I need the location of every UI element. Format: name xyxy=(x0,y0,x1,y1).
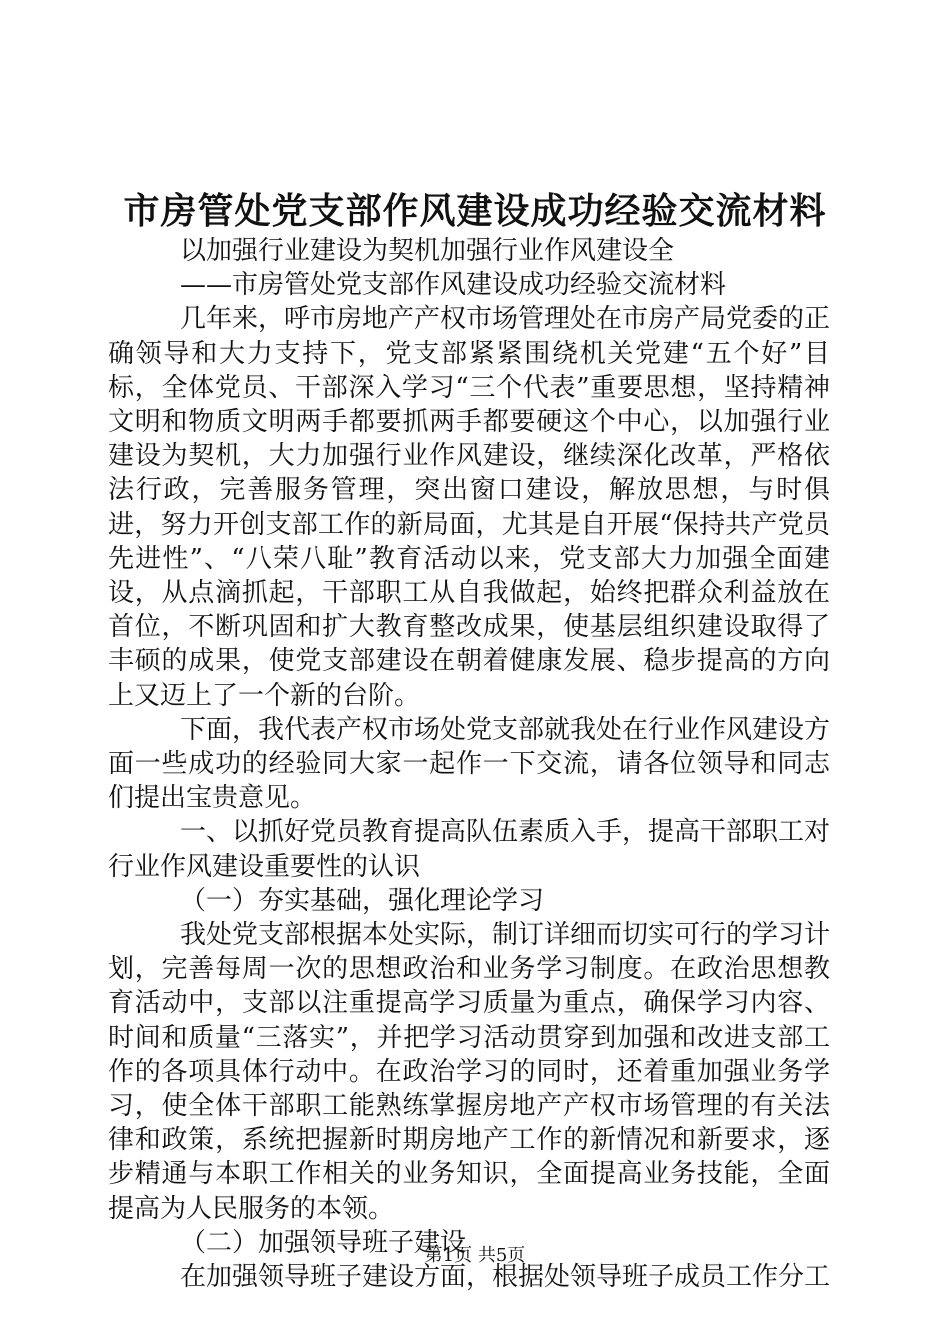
paragraph-leadership: 在加强领导班子建设方面，根据处领导班子成员工作分工 xyxy=(180,1262,831,1293)
paragraph-exchange: 下面，我代表产权市场处党支部就我处在行业作风建设方面一些成功的经验同大家一起作一下交流，请各位领导和同志们提出宝贵意见。 xyxy=(108,714,831,814)
paragraph-study: 我处党支部根据本处实际，制订详细而切实可行的学习计划，完善每周一次的思想政治和业务学习制度。在政治思想教育活动中，支部以注重提高学习质量为重点，确保学习内容、时间和质量“三落实”，并把学习活动贯穿到加强和改进支部工作的各项具体行动中。在政治学习的同时，还着重加强业务学习，使全体干部职工能熟练掌握房地产产权市场管理的有关法律和政策，系统把握新时期房地产工作的新情况和新要求，逐步精通与本职工作相关的业务知识，全面提高业务技能，全面提高为人民服务的本领。 xyxy=(108,920,831,1224)
section-heading-1: 一、以抓好党员教育提高队伍素质入手，提高干部职工对行业作风建设重要性的认识 xyxy=(108,817,831,882)
document-title: 市房管处党支部作风建设成功经验交流材料 xyxy=(123,190,827,232)
subtitle-line-1: 以加强行业建设为契机加强行业作风建设全 xyxy=(180,236,675,266)
subtitle-line-2: ——市房管处党支部作风建设成功经验交流材料 xyxy=(180,270,727,301)
subsection-heading-1: （一）夯实基础，强化理论学习 xyxy=(180,885,545,916)
subsection-heading-2: （二）加强领导班子建设 xyxy=(180,1227,467,1258)
page-footer: 第1页 共5页 xyxy=(424,1245,526,1266)
document-body xyxy=(108,234,830,1294)
paragraph-intro: 几年来，呼市房地产产权市场管理处在市房产局党委的正确领导和大力支持下，党支部紧紧围绕机关党建“五个好”目标，全体党员、干部深入学习“三个代表”重要思想，坚持精神文明和物质文明两手都要抓两手都要硬这个中心，以加强行业建设为契机，大力加强行业作风建设，继续深化改革，严格依法行政，完善服务管理，突出窗口建设，解放思想，与时俱进，努力开创支部工作的新局面，尤其是自开展“保持共产党员先进性”、“八荣八耻”教育活动以来，党支部大力加强全面建设，从点滴抓起，干部职工从自我做起，始终把群众利益放在首位，不断巩固和扩大教育整改成果，使基层组织建设取得了丰硕的成果，使党支部建设在朝着健康发展、稳步提高的方向上又迈上了一个新的台阶。 xyxy=(108,304,831,711)
